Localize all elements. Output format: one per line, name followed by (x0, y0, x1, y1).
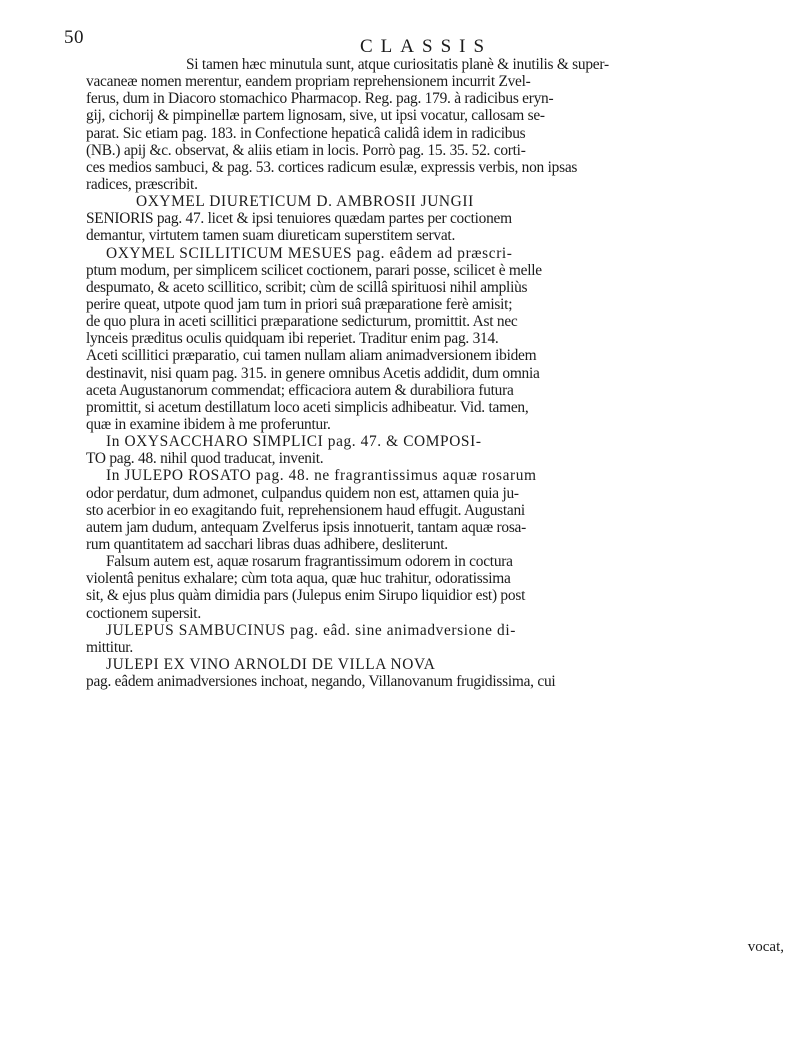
text-line: coctionem supersit. (86, 604, 201, 622)
section-heading: In JULEPO ROSATO pag. 48. ne fragrantissimus aquæ rosarum (106, 467, 537, 485)
text-line: violentâ penitus exhalare; cùm tota aqua, quæ huc trahitur, odoratissima (86, 570, 511, 588)
text-line: ptum modum, per simplicem scilicet coctionem, parari posse, scilicet è melle (86, 261, 542, 279)
text-line: autem jam dudum, antequam Zvelferus ipsis innotuerit, tantam aquæ rosa- (86, 518, 527, 536)
catchword: vocat, (747, 939, 784, 955)
text-line: ces medios sambuci, & pag. 53. cortices radicum esulæ, expressis verbis, non ipsas (86, 158, 578, 176)
text-line: de quo plura in aceti scillitici præparatione sedicturum, promittit. Ast nec (86, 313, 518, 331)
text-line: mittitur. (86, 638, 133, 656)
text-line: Falsum autem est, aquæ rosarum fragrantissimum odorem in coctura (106, 553, 513, 571)
text-line: demantur, virtutem tamen suam diureticam superstitem servat. (86, 227, 456, 245)
text-line: sit, & ejus plus quàm dimidia pars (Julepus enim Sirupo liquidior est) post (86, 587, 526, 605)
text-line: odor perdatur, dum admonet, culpandus quidem non est, attamen quia ju- (86, 484, 519, 502)
text-line: gij, cichorij & pimpinellæ partem lignosam, sive, ut ipsi vocatur, callosam se- (86, 107, 545, 125)
text-line: aceta Augustanorum commendat; efficaciora autem & durabiliora futura (86, 381, 514, 399)
body-text (86, 56, 786, 691)
text-line: promittit, si acetum destillatum loco aceti simplicis adhibeatur. Vid. tamen, (86, 398, 529, 416)
running-head: CLASSIS (360, 36, 493, 57)
text-line: despumato, & aceto scillitico, scribit; cùm de scillâ spirituosi nihil ampliùs (86, 278, 528, 296)
text-line: vacaneæ nomen merentur, eandem propriam reprehensionem incurrit Zvel- (86, 73, 531, 91)
text-line: TO pag. 48. nihil quod traducat, invenit. (86, 450, 324, 468)
text-line: perire queat, utpote quod jam tum in priori suâ præparatione ferè amisit; (86, 295, 513, 313)
text-line: sto acerbior in eo exagitando fuit, reprehensionem haud effugit. Augustani (86, 501, 525, 519)
text-line: destinavit, nisi quam pag. 315. in genere omnibus Acetis addidit, dum omnia (86, 364, 540, 382)
text-line: radices, præscribit. (86, 175, 198, 193)
text-line: ferus, dum in Diacoro stomachico Pharmacop. Reg. pag. 179. à radicibus eryn- (86, 90, 554, 108)
text-line: (NB.) apij &c. observat, & aliis etiam in locis. Porrò pag. 15. 35. 52. corti- (86, 141, 526, 159)
section-heading: JULEPUS SAMBUCINUS pag. eâd. sine animadversione di- (106, 621, 516, 639)
page-number: 50 (64, 27, 84, 48)
section-heading: In OXYSACCHARO SIMPLICI pag. 47. & COMPOSI- (106, 433, 482, 451)
text-line: quæ in examine ibidem à me proferuntur. (86, 415, 331, 433)
section-heading: OXYMEL DIURETICUM D. AMBROSII JUNGII (136, 193, 474, 211)
text-line: rum quantitatem ad sacchari libras duas adhibere, desliterunt. (86, 535, 448, 553)
text-line: parat. Sic etiam pag. 183. in Confectione hepaticâ calidâ idem in radicibus (86, 124, 526, 142)
section-heading: OXYMEL SCILLITICUM MESUES pag. eâdem ad præscri- (106, 244, 513, 262)
text-line: Aceti scillitici præparatio, cui tamen nullam aliam animadversionem ibidem (86, 347, 537, 365)
text-line: SENIORIS pag. 47. licet & ipsi tenuiores quædam partes per coctionem (86, 210, 512, 228)
text-line: lynceis præditus oculis quidquam ibi reperiet. Traditur enim pag. 314. (86, 330, 499, 348)
text-line: Si tamen hæc minutula sunt, atque curiositatis planè & inutilis & super- (186, 56, 609, 73)
text-line: pag. eâdem animadversiones inchoat, negando, Villanovanum frugidissima, cui (86, 673, 556, 691)
section-heading: JULEPI EX VINO ARNOLDI DE VILLA NOVA (106, 655, 436, 673)
